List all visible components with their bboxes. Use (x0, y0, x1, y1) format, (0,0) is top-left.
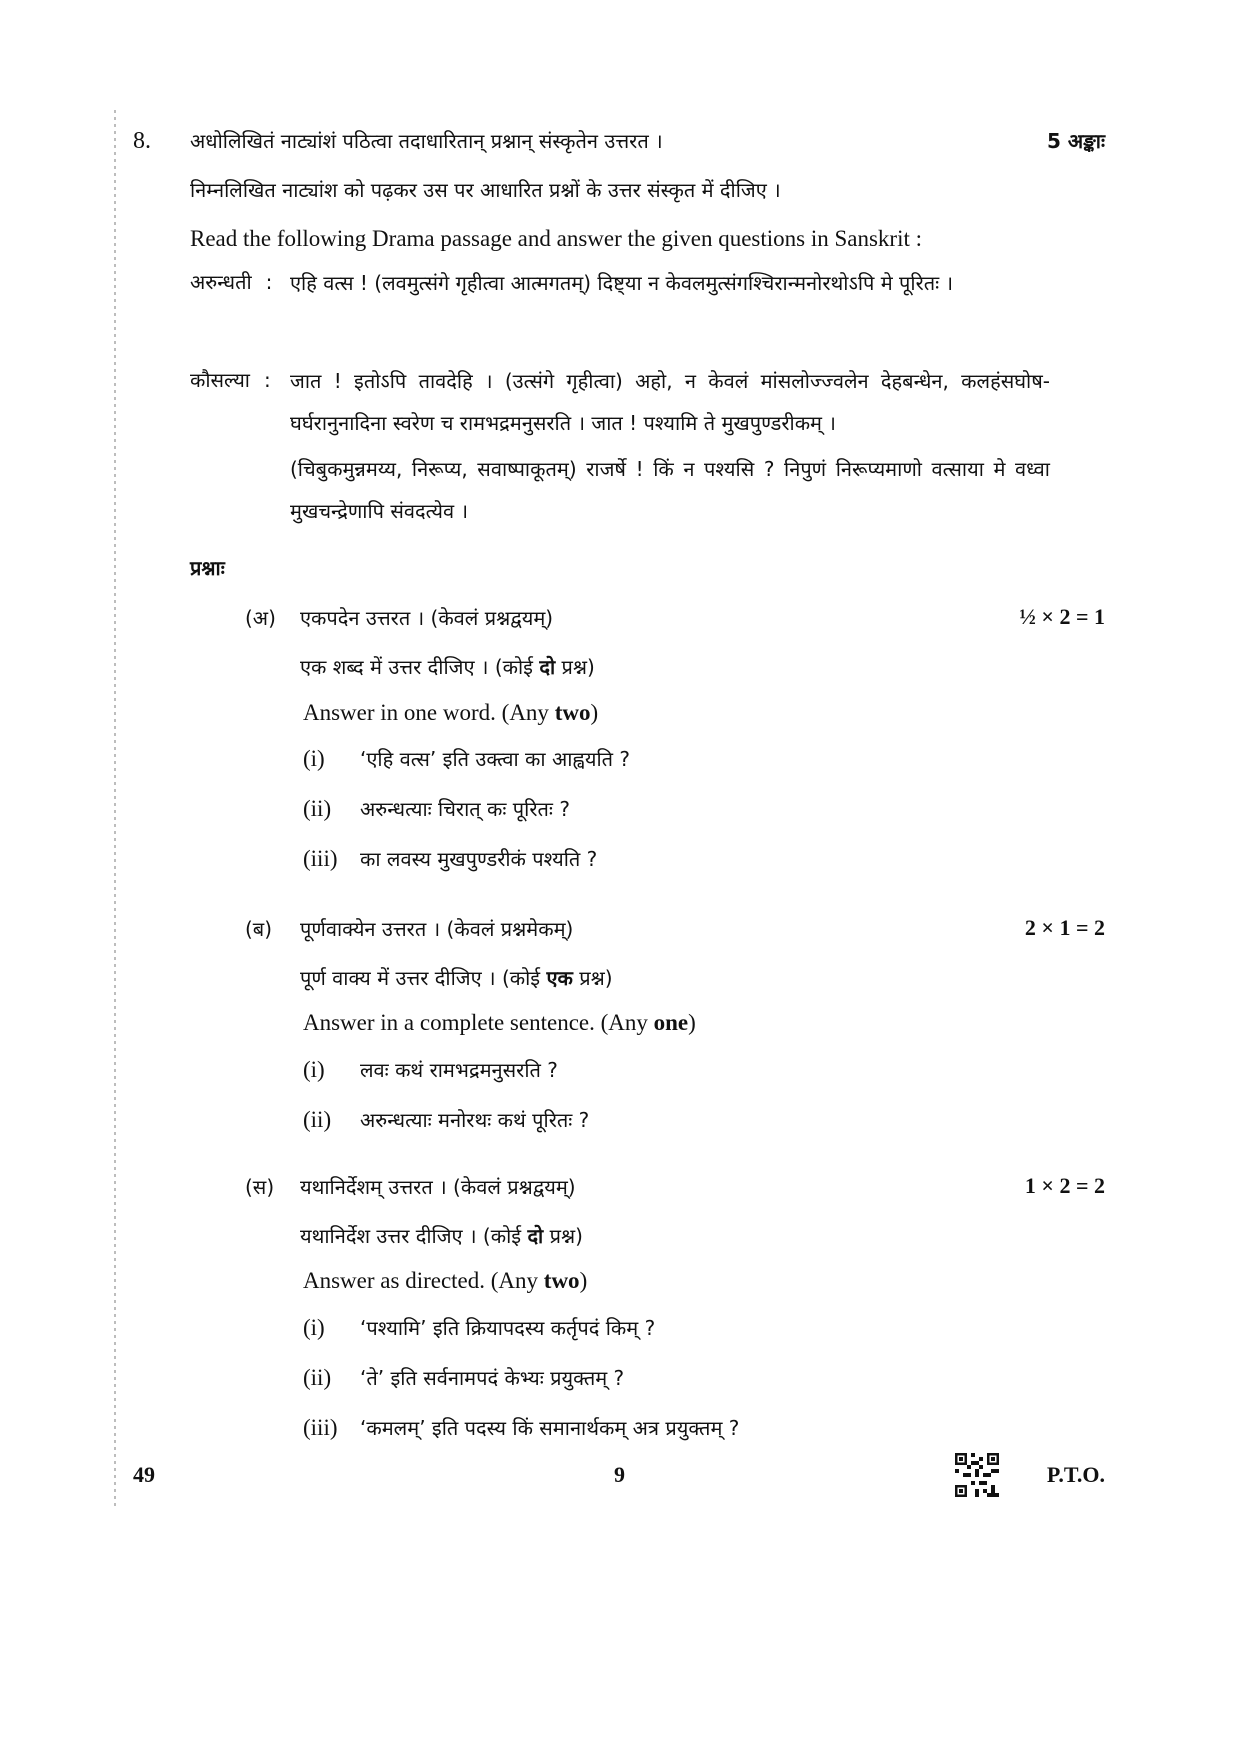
item-number: (i) (303, 1057, 325, 1082)
speaker-kausalya: कौसल्या : (190, 368, 271, 392)
section-instruction-sanskrit: एकपदेन उत्तरत । (केवलं प्रश्नद्वयम्) (300, 606, 554, 630)
section-label: (अ) (245, 606, 276, 630)
item-number: (ii) (303, 1107, 332, 1132)
question-number: 8. (133, 128, 151, 154)
question-item: ‘कमलम्’ इति पदस्य किं समानार्थकम् अत्र प्रयुक्तम् ? (360, 1416, 740, 1440)
item-number: (i) (303, 1315, 325, 1340)
page-number: 9 (614, 1462, 625, 1487)
section-instruction-sanskrit: पूर्णवाक्येन उत्तरत । (केवलं प्रश्नमेकम्) (300, 917, 574, 941)
section-instruction-hindi: पूर्ण वाक्य में उत्तर दीजिए । (कोई एक प्रश्न) (300, 966, 613, 990)
section-instruction-english: Answer in a complete sentence. (Any one) (303, 1010, 696, 1035)
question-item: ‘एहि वत्स’ इति उक्त्वा का आह्वयति ? (360, 747, 630, 771)
section-label: (स) (245, 1175, 275, 1199)
section-instruction-hindi: यथानिर्देश उत्तर दीजिए । (कोई दो प्रश्न) (300, 1224, 583, 1248)
item-number: (iii) (303, 846, 338, 871)
instruction-english: Read the following Drama passage and answer the given questions in Sanskrit : (190, 226, 923, 251)
section-instruction-english: Answer in one word. (Any two) (303, 700, 599, 725)
instruction-hindi: निम्नलिखित नाट्यांश को पढ़कर उस पर आधारित प्रश्नों के उत्तर संस्कृत में दीजिए । (190, 178, 781, 202)
item-number: (ii) (303, 1365, 332, 1390)
section-instruction-hindi: एक शब्द में उत्तर दीजिए । (कोई दो प्रश्न) (300, 655, 595, 679)
section-instruction-sanskrit: यथानिर्देशम् उत्तरत । (केवलं प्रश्नद्वयम्) (300, 1175, 576, 1199)
section-marks: 2 × 1 = 2 (1024, 915, 1105, 940)
passage-paragraph: जात ! इतोऽपि तावदेहि । (उत्संगे गृहीत्वा) अहो, न केवलं मांसलोज्ज्वलेन देहबन्धेन, कलहंसघोष-घर्घरानुनादिना स्वरेण च रामभद्रमनुसरति । जात ! पश्यामि ते मुखपुण्डरीकम् । (290, 369, 1050, 435)
qr-code-icon (955, 1453, 999, 1497)
question-item: का लवस्य मुखपुण्डरीकं पश्यति ? (360, 847, 598, 871)
section-marks: ½ × 2 = 1 (1019, 604, 1105, 629)
speaker-name: अरुन्धती (190, 270, 252, 294)
item-number: (iii) (303, 1415, 338, 1440)
speaker-name: कौसल्या (190, 368, 250, 392)
speaker-arundhati: अरुन्धती : (190, 270, 273, 294)
questions-heading: प्रश्नाः (190, 556, 225, 580)
section-label: (ब) (245, 917, 273, 941)
please-turn-over: P.T.O. (1046, 1462, 1105, 1487)
question-item: अरुन्धत्याः चिरात् कः पूरितः ? (360, 797, 570, 821)
passage-paragraph: एहि वत्स ! (लवमुत्संगे गृहीत्वा आत्मगतम्) दिष्ट्या न केवलमुत्संगश्चिरान्मनोरथोऽपि मे पूरितः । (290, 271, 954, 295)
item-number: (ii) (303, 796, 332, 821)
question-item: ‘ते’ इति सर्वनामपदं केभ्यः प्रयुक्तम् ? (360, 1366, 625, 1390)
question-item: लवः कथं रामभद्रमनुसरति ? (360, 1058, 558, 1082)
question-item: अरुन्धत्याः मनोरथः कथं पूरितः ? (360, 1108, 590, 1132)
section-marks: 1 × 2 = 2 (1024, 1173, 1105, 1198)
question-item: ‘पश्यामि’ इति क्रियापदस्य कर्तृपदं किम् ? (360, 1316, 656, 1340)
instruction-sanskrit: अधोलिखितं नाट्यांशं पठित्वा तदाधारितान् प्रश्नान् संस्कृतेन उत्तरत । (190, 129, 663, 153)
paper-code: 49 (133, 1462, 155, 1487)
item-number: (i) (303, 746, 325, 771)
section-instruction-english: Answer as directed. (Any two) (303, 1268, 588, 1293)
passage-paragraph: (चिबुकमुन्नमय्य, निरूप्य, सवाष्पाकूतम्) राजर्षे ! किं न पश्यसि ? निपुणं निरूप्यमाणो वत्साया मे वध्वा मुखचन्द्रेणापि संवदत्येव । (290, 457, 1050, 523)
margin-dotted-line (114, 110, 116, 1510)
question-marks: 5 अङ्काः (1046, 129, 1105, 153)
